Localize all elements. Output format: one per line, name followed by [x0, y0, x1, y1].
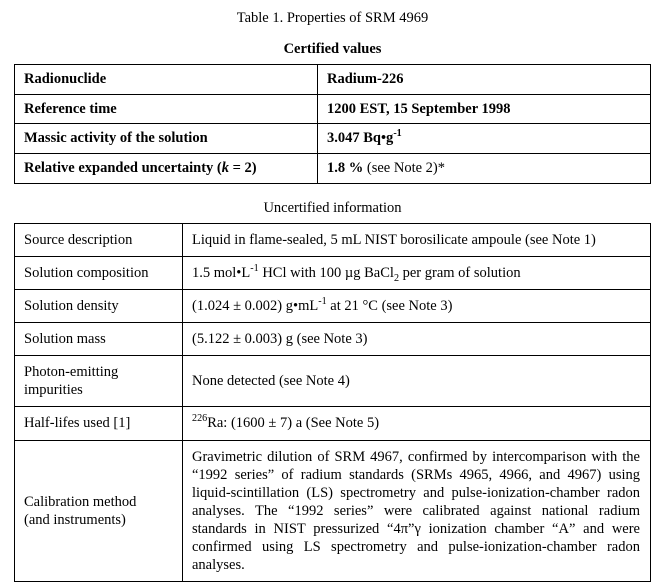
- uncertified-row-value: None detected (see Note 4): [183, 356, 651, 407]
- document-page: [0, 10, 665, 584]
- table-row: [15, 440, 651, 582]
- uncertified-row-label: Photon-emitting impurities: [15, 356, 183, 407]
- certified-row-value: Radium-226: [318, 65, 651, 95]
- certified-row-label: Radionuclide: [15, 65, 318, 95]
- certified-row-value: 3.047 $Bq•g^{-1}$: [318, 124, 651, 154]
- uncertified-row-value: (1.024 ± 0.002) $g•mL^{-1}$ at 21 °C (see Note 3): [183, 289, 651, 322]
- certified-row-value: 1200 EST, 15 September 1998: [318, 94, 651, 124]
- certified-row-label: Reference time: [15, 94, 318, 124]
- table-row: [15, 154, 651, 184]
- certified-row-label: Relative expanded uncertainty (k = 2): [15, 154, 318, 184]
- page-title: Table 1. Properties of SRM 4969: [236, 10, 429, 26]
- table-row: [15, 356, 651, 407]
- table-row: [15, 65, 651, 95]
- table-row: [15, 323, 651, 356]
- table-row: [15, 407, 651, 440]
- uncertified-row-value: $^{226}$Ra: (1600 ± 7) a (See Note 5): [183, 407, 651, 440]
- table-row: [15, 94, 651, 124]
- certified-values-table: [14, 64, 651, 184]
- table-row: [15, 256, 651, 289]
- uncertified-row-value: 1.5 $mol•L^{-1}$ HCl with 100 µg BaCl$_2$ per gram of solution: [183, 256, 651, 289]
- uncertified-row-label: Source description: [15, 223, 183, 256]
- uncertified-row-value: (5.122 ± 0.003) g (see Note 3): [183, 323, 651, 356]
- certified-row-label: Massic activity of the solution: [15, 124, 318, 154]
- table-row: [15, 289, 651, 322]
- certified-row-value: 1.8 % (see Note 2)*: [318, 154, 651, 184]
- uncertified-table-body: [15, 223, 651, 582]
- uncertified-row-label: Half-lifes used [1]: [15, 407, 183, 440]
- uncertified-information-heading: Uncertified information: [263, 199, 402, 216]
- certified-values-heading: Certified values: [283, 41, 382, 57]
- uncertified-row-value: Liquid in flame-sealed, 5 mL NIST borosilicate ampoule (see Note 1): [183, 223, 651, 256]
- table-row: [15, 124, 651, 154]
- table-row: [15, 223, 651, 256]
- certified-table-body: [15, 65, 651, 184]
- uncertified-row-label: Solution mass: [15, 323, 183, 356]
- uncertified-row-label: Solution density: [15, 289, 183, 322]
- uncertified-information-table: [14, 223, 651, 583]
- uncertified-row-label: Solution composition: [15, 256, 183, 289]
- uncertified-row-label: Calibration method (and instruments): [15, 440, 183, 582]
- uncertified-row-value: Gravimetric dilution of SRM 4967, confirmed by intercomparison with the “1992 series” of radium standards (SRMs 4965, 4966, and 4967) using liquid-scintillation (LS) spectrometry and pulse-ionization-chamber radon analyses. The “1992 series” were calibrated against national radium standards in NIST pressurized “4π”γ ionization chamber “A” and were confirmed using LS spectrometry and pulse-ionization-chamber radon analyses.: [183, 440, 651, 582]
